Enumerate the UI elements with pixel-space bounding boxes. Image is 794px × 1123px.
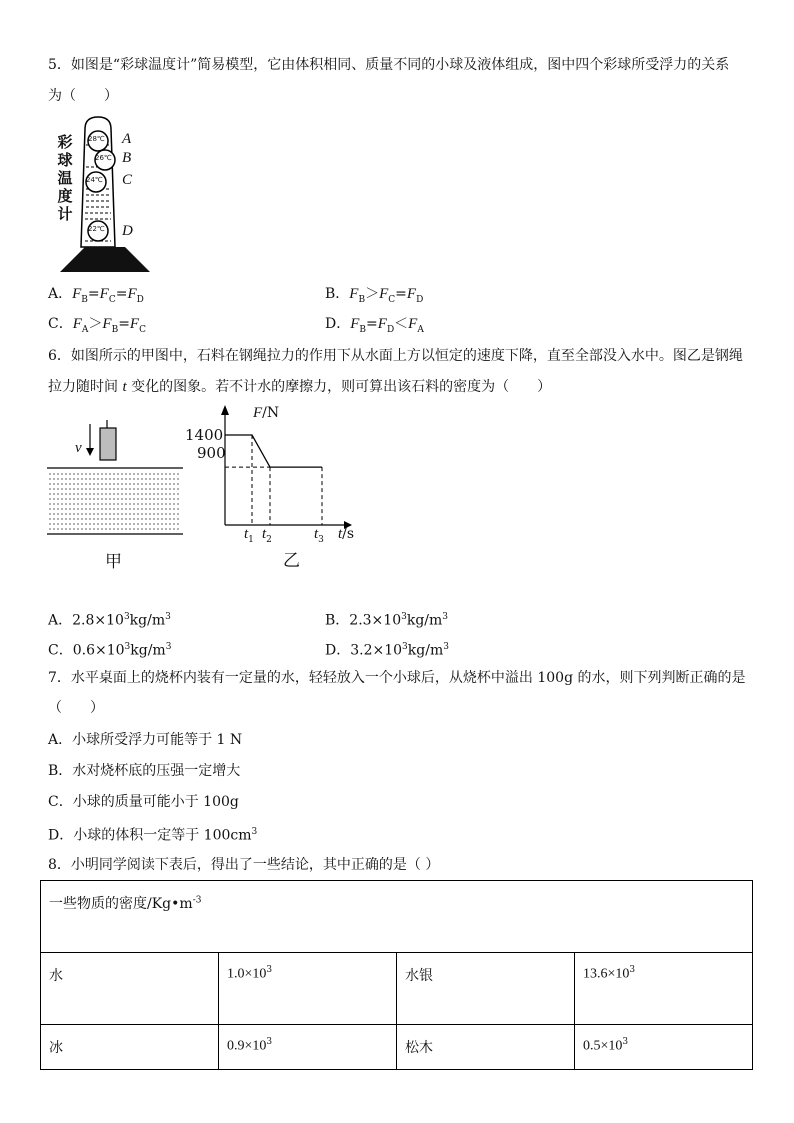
vertical-char: 温 bbox=[57, 169, 73, 187]
q7-option-b[interactable]: B．水对烧杯底的压强一定增大 bbox=[48, 763, 241, 779]
table-cell: $13.6\times 10^3$ bbox=[575, 953, 753, 1025]
figure-caption-jia: 甲 bbox=[105, 552, 122, 572]
q6-option-b[interactable]: B．$2.3\times 10^3kg/m^3$ bbox=[325, 612, 449, 629]
q5-stem-line1: 5．如图是“彩球温度计”简易模型，它由体积相同、质量不同的小球及液体组成，图中四个彩球所受浮力的关系 bbox=[48, 57, 730, 73]
x-tick-label: $t_3$ bbox=[314, 526, 324, 545]
x-tick-label: $t_2$ bbox=[262, 526, 272, 545]
table-cell: 水 bbox=[41, 953, 219, 1025]
q6-option-c[interactable]: C．$0.6\times 10^3kg/m^3$ bbox=[48, 642, 172, 659]
ball-temp-label: 26℃ bbox=[95, 154, 112, 162]
q7-stem-line2: （ ） bbox=[48, 700, 104, 716]
ball-temp-label: 22℃ bbox=[88, 225, 105, 233]
figure-caption-yi: 乙 bbox=[283, 551, 300, 571]
q5-stem-line2: 为（ ） bbox=[48, 88, 118, 104]
thermometer-drawing bbox=[55, 115, 155, 275]
stone-in-water-drawing bbox=[45, 420, 185, 540]
q6-stem-line2: 拉力随时间 t 变化的图象。若不计水的摩擦力，则可算出该石料的密度为（ ） bbox=[48, 379, 552, 395]
q7-option-a[interactable]: A．小球所受浮力可能等于 1 N bbox=[48, 732, 243, 748]
ball-thermometer-figure bbox=[55, 115, 155, 275]
y-tick-label: 900 bbox=[197, 444, 226, 462]
figure-yi-graph bbox=[180, 405, 360, 570]
q6-option-a[interactable]: A．$2.8\times 10^3kg/m^3$ bbox=[48, 612, 171, 629]
table-cell: 冰 bbox=[41, 1025, 219, 1070]
table-title: 一些物质的密度$/Kg•m^{-3}$ bbox=[41, 881, 753, 953]
vertical-char: 球 bbox=[57, 151, 73, 169]
q6-stem-line1: 6．如图所示的甲图中，石料在钢绳拉力的作用下从水面上方以恒定的速度下降，直至全部没入水中。图乙是钢绳 bbox=[48, 348, 743, 364]
table-cell: $1.0\times 10^3$ bbox=[219, 953, 397, 1025]
y-axis-label: F/N bbox=[253, 405, 280, 421]
q5-option-a[interactable]: A．$F_B=F_C=F_D$ bbox=[48, 286, 144, 305]
table-cell: $0.9\times 10^3$ bbox=[219, 1025, 397, 1070]
table-cell: 水银 bbox=[397, 953, 575, 1025]
figure-jia bbox=[45, 420, 185, 570]
q7-stem-line1: 7．水平桌面上的烧杯内装有一定量的水，轻轻放入一个小球后，从烧杯中溢出 100g 的水，则下列判断正确的是 bbox=[48, 670, 746, 686]
ball-letter-label: D bbox=[122, 223, 133, 239]
y-tick-label: 1400 bbox=[185, 426, 224, 444]
vertical-char: 彩 bbox=[57, 133, 73, 151]
x-tick-label: $t_1$ bbox=[244, 526, 254, 545]
density-table bbox=[40, 880, 753, 1070]
q5-option-c[interactable]: C．$F_A>F_B=F_C$ bbox=[48, 316, 146, 335]
q5-option-b[interactable]: B．$F_B>F_C=F_D$ bbox=[325, 286, 424, 305]
ball-letter-label: B bbox=[122, 150, 132, 166]
table-cell: $0.5\times 10^3$ bbox=[575, 1025, 753, 1070]
table-title-row bbox=[41, 881, 753, 953]
table-row bbox=[41, 953, 753, 1025]
table-cell: 松木 bbox=[397, 1025, 575, 1070]
velocity-label: v bbox=[75, 440, 82, 456]
q7-option-d[interactable]: D．小球的体积一定等于 $100cm^3$ bbox=[48, 827, 258, 844]
q7-option-c[interactable]: C．小球的质量可能小于 100g bbox=[48, 794, 239, 810]
ball-letter-label: C bbox=[122, 172, 133, 188]
q6-option-d[interactable]: D．$3.2\times 10^3kg/m^3$ bbox=[325, 642, 449, 659]
vertical-char: 计 bbox=[57, 205, 73, 223]
table-row bbox=[41, 1025, 753, 1070]
y-axis-arrow bbox=[221, 405, 229, 415]
ball-temp-label: 28℃ bbox=[88, 135, 105, 143]
vertical-char: 度 bbox=[57, 187, 73, 205]
q8-stem: 8．小明同学阅读下表后，得出了一些结论，其中正确的是（ ） bbox=[48, 857, 440, 873]
ball-temp-label: 24℃ bbox=[86, 176, 103, 184]
x-axis-label: t/s bbox=[338, 526, 355, 542]
ball-letter-label: A bbox=[122, 131, 132, 147]
force-series-line bbox=[225, 435, 322, 467]
q5-option-d[interactable]: D．$F_B=F_D<F_A$ bbox=[325, 316, 424, 335]
